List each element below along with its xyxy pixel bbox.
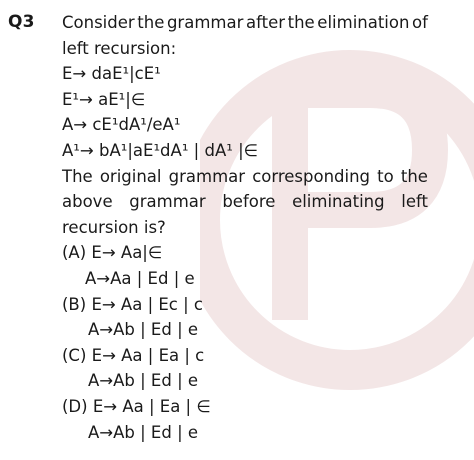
stem-word: the: [287, 13, 315, 32]
option-a-line-1: (A) E→ Aa|∈: [62, 243, 163, 263]
production-4: A¹→ bA¹|aE¹dA¹ | dA¹ |∈: [62, 140, 259, 160]
option-b-line-1: (B) E→ Aa | Ec | c: [62, 294, 203, 314]
option-a-line-2: A→Aa | Ed | e: [85, 268, 195, 288]
question-body: [62, 10, 428, 445]
option-d-line-1: (D) E→ Aa | Ea | ∈: [62, 396, 211, 416]
prompt-word: left: [401, 192, 428, 212]
stem-line-2: left recursion:: [62, 38, 177, 58]
prompt-word: the: [400, 166, 428, 186]
option-b-line-2: A→Ab | Ed | e: [88, 320, 199, 340]
stem-word: of: [412, 13, 428, 32]
stem-word: the: [137, 13, 165, 32]
prompt-line-2: [62, 189, 428, 215]
stem-word: grammar: [166, 13, 244, 32]
prompt-word: The: [62, 166, 93, 186]
question-number: Q3: [8, 12, 35, 32]
prompt-line-3: recursion is?: [62, 217, 166, 237]
prompt-word: grammar: [129, 192, 206, 212]
prompt-word: corresponding: [252, 166, 371, 186]
stem-word: after: [245, 13, 286, 32]
option-c-line-2: A→Ab | Ed | e: [88, 371, 199, 391]
prompt-word: grammar: [168, 166, 246, 186]
prompt-word: before: [222, 192, 276, 212]
prompt-line-1: [62, 164, 428, 190]
prompt-word: above: [62, 192, 113, 212]
option-d-line-2: A→Ab | Ed | e: [88, 422, 199, 442]
stem-word: Consider: [62, 13, 135, 32]
production-3: A→ cE¹dA¹/eA¹: [62, 115, 181, 135]
production-2: E¹→ aE¹|∈: [62, 89, 146, 109]
stem-word: elimination: [317, 13, 410, 32]
prompt-word: eliminating: [292, 192, 385, 212]
prompt-word: to: [377, 166, 394, 186]
stem-line-1: [62, 10, 428, 36]
production-1: E→ daE¹|cE¹: [62, 64, 161, 84]
option-c-line-1: (C) E→ Aa | Ea | c: [62, 345, 205, 365]
prompt-word: original: [99, 166, 162, 186]
